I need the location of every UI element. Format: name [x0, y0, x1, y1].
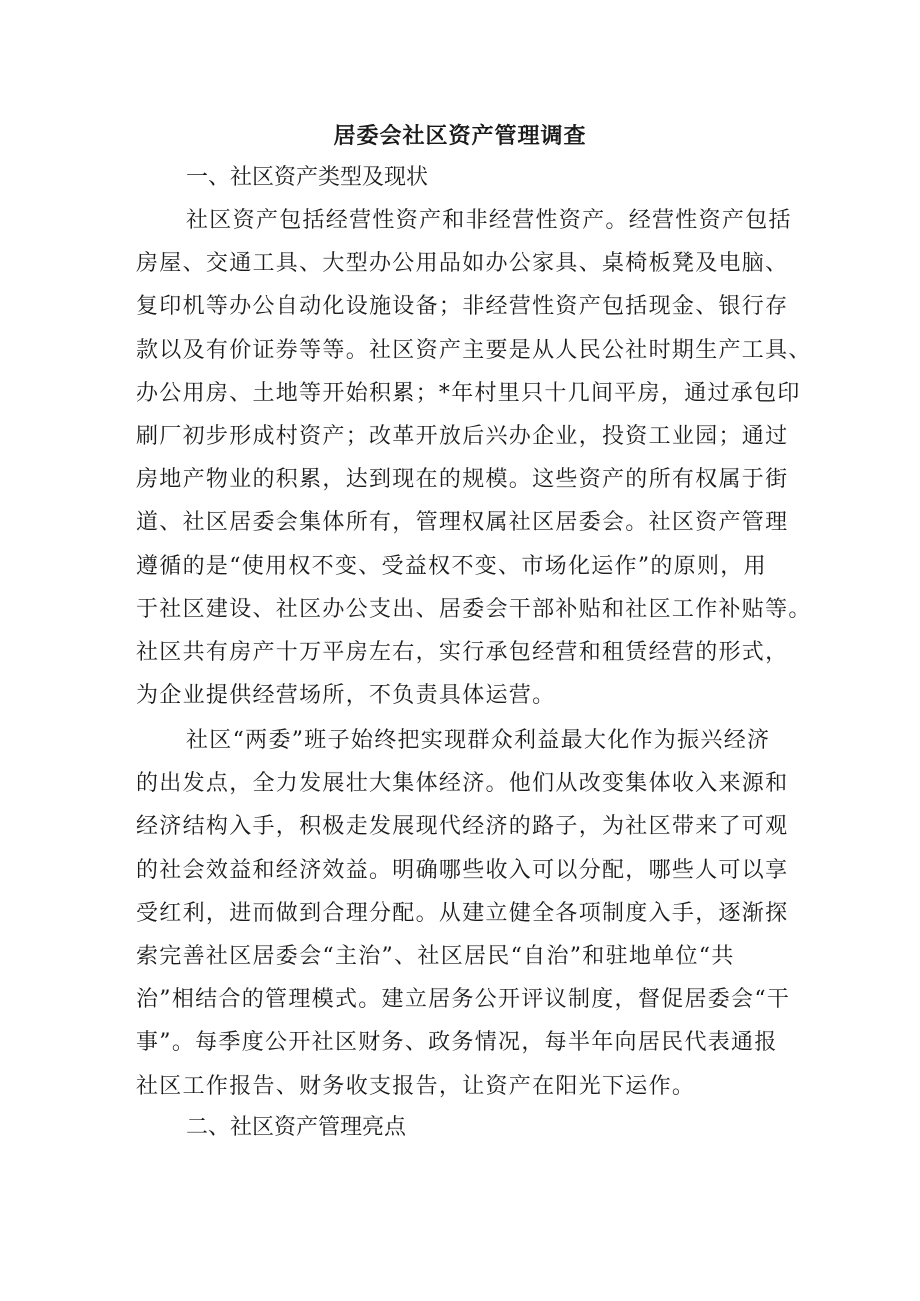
- paragraph-line: 社区资产包括经营性资产和非经营性资产。经营性资产包括: [186, 208, 792, 233]
- paragraph-line: 遵循的是“使用权不变、受益权不变、市场化运作”的原则，用: [136, 553, 767, 579]
- paragraph-line: 刷厂初步形成村资产；改革开放后兴办企业，投资工业园；通过: [136, 424, 789, 449]
- paragraph-line: 受红利，进而做到合理分配。从建立健全各项制度入手，逐渐探: [136, 900, 789, 926]
- paragraph-line: 房地产物业的积累，达到现在的规模。这些资产的所有权属于街: [136, 467, 789, 493]
- paragraph-line: 的社会效益和经济效益。明确哪些收入可以分配，哪些人可以享: [136, 857, 789, 883]
- paragraph-line: 复印机等办公自动化设施设备；非经营性资产包括现金、银行存: [136, 294, 789, 320]
- paragraph-line: 索完善社区居委会“主治”、社区居民“自治”和驻地单位“共: [136, 944, 735, 969]
- paragraph-line: 款以及有价证券等等。社区资产主要是从人民公社时期生产工具、: [136, 337, 812, 363]
- paragraph-line: 治”相结合的管理模式。建立居务公开评议制度，督促居委会“干: [136, 987, 791, 1013]
- paragraph-line: 办公用房、土地等开始积累；*年村里只十几间平房，通过承包印: [136, 380, 801, 406]
- paragraph-line: 为企业提供经营场所，不负责具体运营。: [136, 683, 556, 709]
- paragraph-line: 社区“两委”班子始终把实现群众利益最大化作为振兴经济: [186, 728, 771, 753]
- paragraph-line: 经济结构入手，积极走发展现代经济的路子，为社区带来了可观: [136, 814, 789, 840]
- section-heading-2: 二、社区资产管理亮点: [186, 1115, 407, 1140]
- paragraph-line: 的出发点，全力发展壮大集体经济。他们从改变集体收入来源和: [136, 771, 789, 797]
- section-heading-1: 一、社区资产类型及现状: [186, 165, 429, 190]
- paragraph-line: 于社区建设、社区办公支出、居委会干部补贴和社区工作补贴等。: [136, 596, 812, 622]
- paragraph-line: 房屋、交通工具、大型办公用品如办公家具、桌椅板凳及电脑、: [136, 251, 789, 277]
- paragraph-line: 社区工作报告、财务收支报告，让资产在阳光下运作。: [136, 1073, 696, 1099]
- paragraph-line: 事”。每季度公开社区财务、政务情况，每半年向居民代表通报: [136, 1030, 778, 1056]
- paragraph-line: 道、社区居委会集体所有，管理权属社区居委会。社区资产管理: [136, 510, 789, 536]
- document-title: 居委会社区资产管理调查: [333, 123, 587, 149]
- paragraph-line: 社区共有房产十万平房左右，实行承包经营和租赁经营的形式，: [136, 640, 789, 665]
